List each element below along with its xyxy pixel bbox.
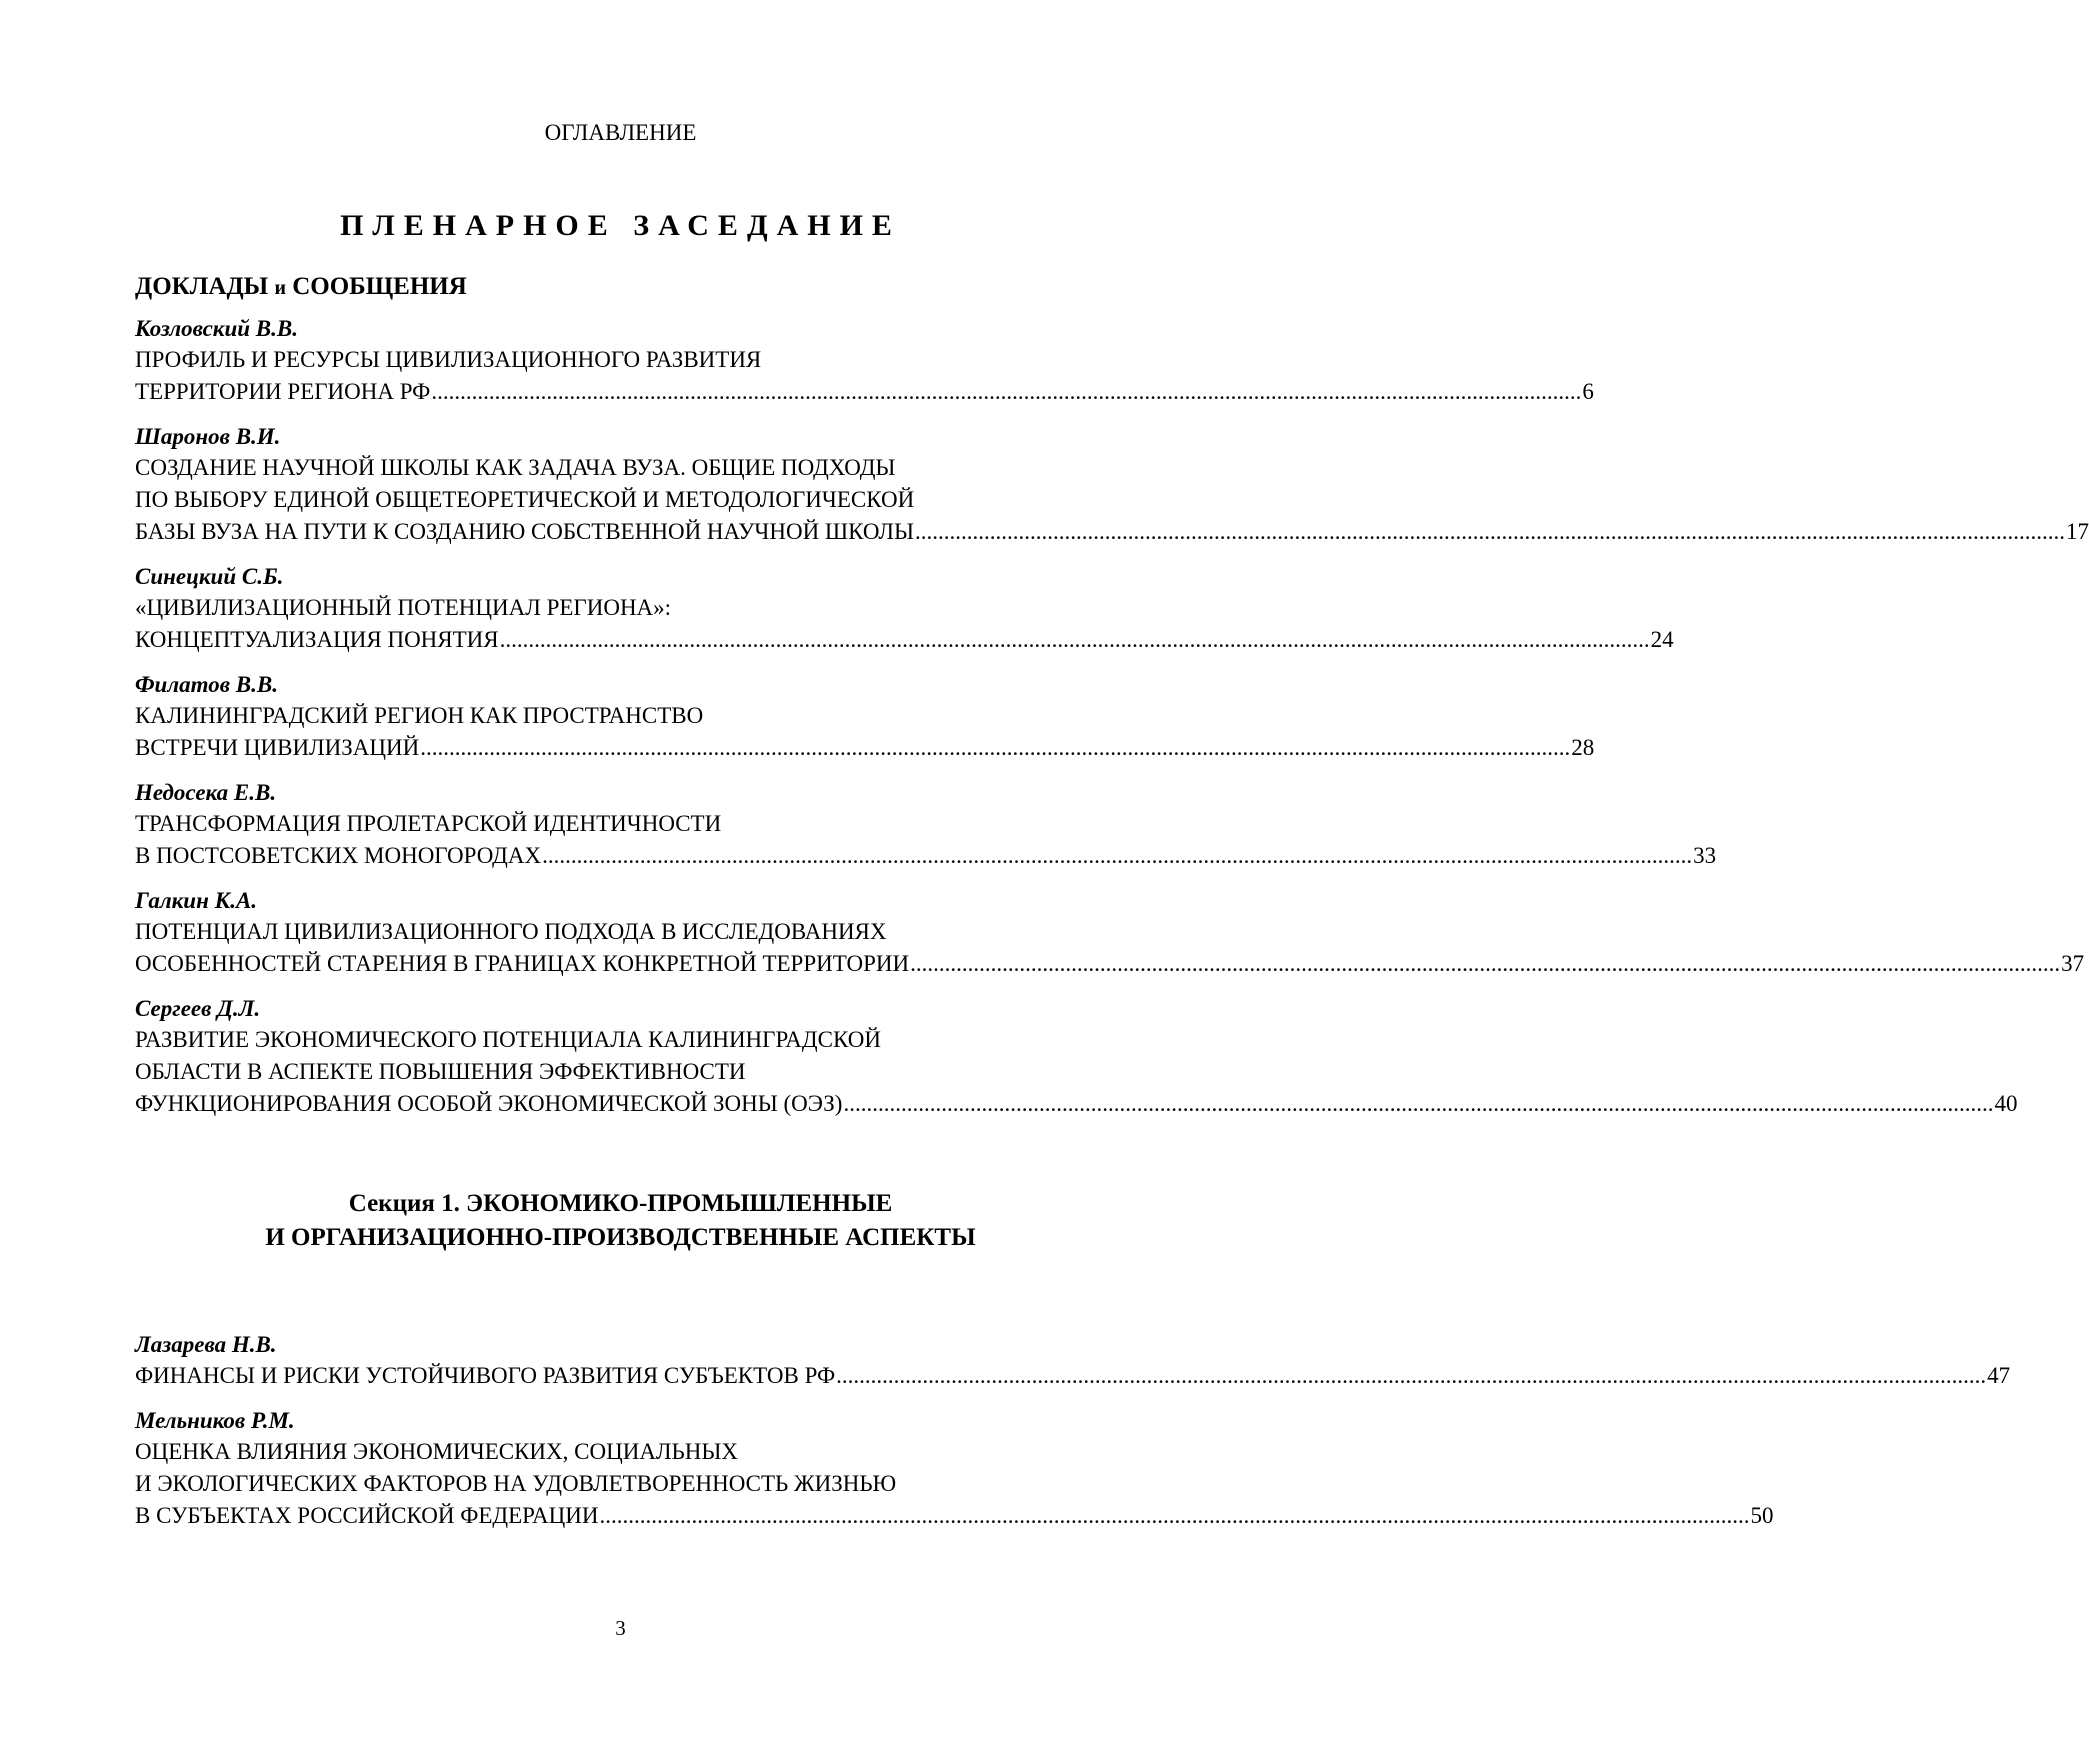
toc-title-last-line — [135, 840, 1717, 872]
toc-author: Шаронов В.И. — [135, 424, 281, 449]
toc-author: Козловский В.В. — [135, 316, 298, 341]
page-number: 3 — [615, 1616, 626, 1640]
toc-title-last-line — [135, 376, 1594, 408]
toc-leader-dots: ........................................................................................................................................................................................................ — [431, 379, 1582, 404]
toc-title-last-line — [135, 1500, 1774, 1532]
toc-page-number: 17 — [2066, 519, 2089, 544]
toc-title-text: ФИНАНСЫ И РИСКИ УСТОЙЧИВОГО РАЗВИТИЯ СУБЪЕКТОВ РФ — [135, 1363, 836, 1388]
toc-title-line: ПРОФИЛЬ И РЕСУРСЫ ЦИВИЛИЗАЦИОННОГО РАЗВИТИЯ — [135, 347, 762, 372]
toc-title-text: ФУНКЦИОНИРОВАНИЯ ОСОБОЙ ЭКОНОМИЧЕСКОЙ ЗОНЫ (ОЭЗ) — [135, 1091, 843, 1116]
toc-page-number: 28 — [1571, 735, 1595, 760]
plenary-title: ПЛЕНАРНОЕ ЗАСЕДАНИЕ — [340, 209, 901, 242]
toc-title-line: ТРАНСФОРМАЦИЯ ПРОЛЕТАРСКОЙ ИДЕНТИЧНОСТИ — [135, 811, 722, 836]
toc-title-line: ПО ВЫБОРУ ЕДИНОЙ ОБЩЕТЕОРЕТИЧЕСКОЙ И МЕТОДОЛОГИЧЕСКОЙ — [135, 487, 915, 512]
subsection-title — [135, 270, 467, 305]
toc-title-last-line — [135, 1360, 2011, 1392]
toc-author: Синецкий С.Б. — [135, 564, 284, 589]
toc-title-line: И ЭКОЛОГИЧЕСКИХ ФАКТОРОВ НА УДОВЛЕТВОРЕННОСТЬ ЖИЗНЬЮ — [135, 1471, 897, 1496]
toc-leader-dots: ........................................................................................................................................................................................................ — [843, 1091, 1994, 1116]
toc-page-number: 37 — [2061, 951, 2085, 976]
toc-title-text: ОСОБЕННОСТЕЙ СТАРЕНИЯ В ГРАНИЦАХ КОНКРЕТНОЙ ТЕРРИТОРИИ — [135, 951, 910, 976]
toc-title-last-line — [135, 516, 2089, 548]
toc-leader-dots: ........................................................................................................................................................................................................ — [499, 627, 1650, 652]
toc-page-number: 33 — [1693, 843, 1717, 868]
toc-entry — [135, 422, 2089, 548]
toc-leader-dots: ........................................................................................................................................................................................................ — [836, 1363, 1987, 1388]
toc-page-number: 40 — [1994, 1091, 2018, 1116]
toc-page-number: 6 — [1582, 379, 1594, 404]
toc-author: Лазарева Н.В. — [135, 1332, 277, 1357]
toc-title-text: В СУБЪЕКТАХ РОССИЙСКОЙ ФЕДЕРАЦИИ — [135, 1503, 599, 1528]
toc-leader-dots: ........................................................................................................................................................................................................ — [915, 519, 2066, 544]
toc-author: Галкин К.А. — [135, 888, 258, 913]
toc-title-line: ПОТЕНЦИАЛ ЦИВИЛИЗАЦИОННОГО ПОДХОДА В ИССЛЕДОВАНИЯХ — [135, 919, 887, 944]
toc-author: Филатов В.В. — [135, 672, 278, 697]
toc-title-text: БАЗЫ ВУЗА НА ПУТИ К СОЗДАНИЮ СОБСТВЕННОЙ НАУЧНОЙ ШКОЛЫ — [135, 519, 915, 544]
toc-title-line: ОБЛАСТИ В АСПЕКТЕ ПОВЫШЕНИЯ ЭФФЕКТИВНОСТИ — [135, 1059, 746, 1084]
toc-title-line: ОЦЕНКА ВЛИЯНИЯ ЭКОНОМИЧЕСКИХ, СОЦИАЛЬНЫХ — [135, 1439, 739, 1464]
toc-author: Сергеев Д.Л. — [135, 996, 261, 1021]
toc-entry — [135, 994, 2018, 1120]
toc-title-text: КОНЦЕПТУАЛИЗАЦИЯ ПОНЯТИЯ — [135, 627, 499, 652]
toc-page-number: 50 — [1750, 1503, 1774, 1528]
toc-entry — [135, 778, 1717, 872]
toc-entry — [135, 670, 1595, 764]
toc-leader-dots: ........................................................................................................................................................................................................ — [599, 1503, 1750, 1528]
toc-leader-dots: ........................................................................................................................................................................................................ — [420, 735, 1571, 760]
toc-title-line: РАЗВИТИЕ ЭКОНОМИЧЕСКОГО ПОТЕНЦИАЛА КАЛИНИНГРАДСКОЙ — [135, 1027, 881, 1052]
toc-title-line: СОЗДАНИЕ НАУЧНОЙ ШКОЛЫ КАК ЗАДАЧА ВУЗА. ОБЩИЕ ПОДХОДЫ — [135, 455, 896, 480]
section-title-line1: Секция 1. ЭКОНОМИКО-ПРОМЫШЛЕННЫЕ — [348, 1190, 893, 1217]
toc-author: Мельников Р.М. — [135, 1408, 295, 1433]
toc-title-last-line — [135, 1088, 2018, 1120]
toc-entry — [135, 314, 1594, 408]
toc-title-text: ВСТРЕЧИ ЦИВИЛИЗАЦИЙ — [135, 735, 420, 760]
toc-title-last-line — [135, 948, 2085, 980]
subsection-title-part1: ДОКЛАДЫ — [135, 273, 275, 300]
toc-page-number: 47 — [1987, 1363, 2011, 1388]
toc-title-last-line — [135, 624, 1674, 656]
toc-entry — [135, 562, 1674, 656]
section-title-line2: И ОРГАНИЗАЦИОННО-ПРОИЗВОДСТВЕННЫЕ АСПЕКТЫ — [265, 1224, 976, 1251]
page-heading: ОГЛАВЛЕНИЕ — [544, 120, 697, 145]
subsection-title-part2: и — [274, 277, 286, 299]
toc-entry — [135, 886, 2085, 980]
toc-title-line: «ЦИВИЛИЗАЦИОННЫЙ ПОТЕНЦИАЛ РЕГИОНА»: — [135, 595, 672, 620]
toc-leader-dots: ........................................................................................................................................................................................................ — [542, 843, 1693, 868]
toc-leader-dots: ........................................................................................................................................................................................................ — [910, 951, 2061, 976]
toc-page-number: 24 — [1650, 627, 1674, 652]
toc-author: Недосека Е.В. — [135, 780, 277, 805]
toc-title-last-line — [135, 732, 1595, 764]
toc-entry — [135, 1406, 1774, 1532]
subsection-title-part3: СООБЩЕНИЯ — [285, 273, 467, 300]
toc-title-text: ТЕРРИТОРИИ РЕГИОНА РФ — [135, 379, 431, 404]
toc-title-text: В ПОСТСОВЕТСКИХ МОНОГОРОДАХ — [135, 843, 542, 868]
toc-title-line: КАЛИНИНГРАДСКИЙ РЕГИОН КАК ПРОСТРАНСТВО — [135, 703, 704, 728]
toc-entry — [135, 1330, 2011, 1392]
